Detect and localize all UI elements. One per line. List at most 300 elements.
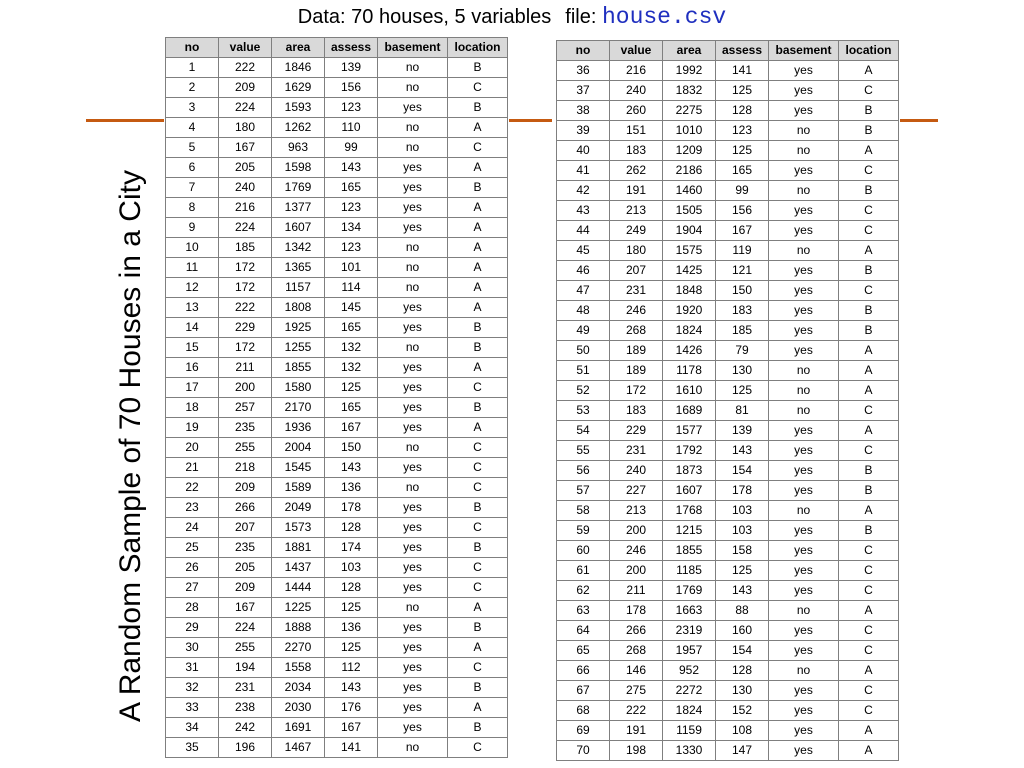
table-row [166,618,508,638]
table-row [166,598,508,618]
cell-basement: yes [769,461,839,481]
cell-location: C [839,201,899,221]
cell-location: A [839,381,899,401]
cell-location: A [448,638,508,658]
cell-area: 1426 [663,341,716,361]
table-row [166,358,508,378]
table-row [166,78,508,98]
cell-basement: yes [378,398,448,418]
table-row [166,318,508,338]
cell-location: C [839,561,899,581]
cell-basement: no [769,501,839,521]
cell-no: 30 [166,638,219,658]
cell-basement: yes [769,521,839,541]
cell-basement: yes [378,318,448,338]
cell-no: 46 [557,261,610,281]
cell-no: 25 [166,538,219,558]
cell-area: 1824 [663,701,716,721]
cell-assess: 143 [325,158,378,178]
cell-location: C [839,641,899,661]
cell-location: C [839,401,899,421]
cell-no: 37 [557,81,610,101]
cell-area: 1425 [663,261,716,281]
cell-area: 2004 [272,438,325,458]
cell-assess: 143 [716,441,769,461]
column-header-location: location [448,38,508,58]
cell-assess: 167 [325,718,378,738]
cell-no: 17 [166,378,219,398]
cell-assess: 178 [325,498,378,518]
cell-value: 209 [219,478,272,498]
cell-area: 1577 [663,421,716,441]
cell-area: 2272 [663,681,716,701]
cell-value: 227 [610,481,663,501]
cell-value: 222 [219,298,272,318]
cell-area: 1925 [272,318,325,338]
cell-location: B [448,718,508,738]
cell-location: B [839,181,899,201]
cell-value: 172 [219,338,272,358]
column-header-basement: basement [769,41,839,61]
cell-value: 183 [610,141,663,161]
cell-no: 57 [557,481,610,501]
cell-no: 42 [557,181,610,201]
cell-assess: 154 [716,461,769,481]
cell-basement: yes [378,698,448,718]
cell-assess: 167 [716,221,769,241]
cell-area: 2275 [663,101,716,121]
cell-area: 1215 [663,521,716,541]
cell-assess: 103 [325,558,378,578]
table-row [557,581,899,601]
cell-value: 240 [610,461,663,481]
table-row [557,501,899,521]
cell-location: C [448,558,508,578]
cell-no: 52 [557,381,610,401]
column-header-area: area [272,38,325,58]
cell-area: 2270 [272,638,325,658]
cell-location: C [448,658,508,678]
cell-basement: no [378,238,448,258]
cell-no: 3 [166,98,219,118]
side-title: A Random Sample of 70 Houses in a City [114,170,147,722]
table-row [166,238,508,258]
table-row [557,701,899,721]
cell-location: A [448,598,508,618]
cell-value: 266 [219,498,272,518]
cell-location: B [448,338,508,358]
cell-no: 18 [166,398,219,418]
cell-location: A [839,141,899,161]
cell-area: 2186 [663,161,716,181]
cell-value: 209 [219,578,272,598]
cell-location: B [839,521,899,541]
cell-value: 167 [219,138,272,158]
cell-basement: yes [769,441,839,461]
cell-area: 1957 [663,641,716,661]
cell-location: A [448,698,508,718]
cell-assess: 79 [716,341,769,361]
table-row [166,518,508,538]
cell-value: 211 [219,358,272,378]
cell-area: 1010 [663,121,716,141]
cell-location: A [448,218,508,238]
cell-no: 68 [557,701,610,721]
cell-basement: no [769,121,839,141]
cell-location: B [839,101,899,121]
cell-basement: yes [378,558,448,578]
table-row [557,561,899,581]
cell-basement: yes [769,481,839,501]
cell-no: 67 [557,681,610,701]
cell-value: 216 [610,61,663,81]
cell-area: 1881 [272,538,325,558]
table-row [557,401,899,421]
cell-area: 2030 [272,698,325,718]
table-row [166,658,508,678]
cell-assess: 128 [325,578,378,598]
table-row [166,178,508,198]
cell-no: 9 [166,218,219,238]
cell-assess: 156 [325,78,378,98]
cell-basement: yes [769,281,839,301]
cell-area: 1769 [663,581,716,601]
cell-area: 952 [663,661,716,681]
cell-basement: no [378,138,448,158]
table-row [166,558,508,578]
cell-assess: 81 [716,401,769,421]
cell-area: 1610 [663,381,716,401]
table-row [557,301,899,321]
cell-area: 1467 [272,738,325,758]
cell-value: 257 [219,398,272,418]
cell-assess: 165 [325,178,378,198]
table-header [557,41,899,61]
cell-value: 224 [219,218,272,238]
cell-basement: yes [378,418,448,438]
cell-no: 31 [166,658,219,678]
cell-value: 172 [219,258,272,278]
cell-location: C [839,621,899,641]
cell-no: 70 [557,741,610,761]
cell-area: 1873 [663,461,716,481]
cell-basement: yes [378,718,448,738]
cell-no: 19 [166,418,219,438]
cell-assess: 112 [325,658,378,678]
cell-value: 180 [610,241,663,261]
cell-value: 238 [219,698,272,718]
cell-assess: 123 [325,238,378,258]
cell-basement: yes [378,358,448,378]
table-row [557,241,899,261]
cell-area: 1159 [663,721,716,741]
cell-value: 218 [219,458,272,478]
cell-location: C [839,281,899,301]
cell-location: C [448,738,508,758]
cell-value: 268 [610,641,663,661]
cell-location: C [448,78,508,98]
cell-location: A [839,661,899,681]
cell-no: 33 [166,698,219,718]
column-header-location: location [839,41,899,61]
cell-basement: no [378,278,448,298]
cell-value: 262 [610,161,663,181]
table-row [557,281,899,301]
cell-value: 249 [610,221,663,241]
file-label: file: [565,6,597,28]
cell-assess: 132 [325,358,378,378]
cell-basement: yes [769,101,839,121]
cell-area: 1992 [663,61,716,81]
table-body [557,61,899,761]
cell-no: 35 [166,738,219,758]
cell-assess: 185 [716,321,769,341]
cell-basement: yes [769,321,839,341]
table-row [166,458,508,478]
cell-value: 200 [219,378,272,398]
cell-location: A [448,298,508,318]
cell-assess: 136 [325,478,378,498]
cell-assess: 143 [325,458,378,478]
cell-area: 1365 [272,258,325,278]
cell-no: 59 [557,521,610,541]
cell-no: 29 [166,618,219,638]
cell-no: 56 [557,461,610,481]
cell-area: 1689 [663,401,716,421]
column-header-assess: assess [325,38,378,58]
cell-assess: 121 [716,261,769,281]
column-header-value: value [610,41,663,61]
cell-basement: yes [769,161,839,181]
table-row [166,438,508,458]
cell-area: 1185 [663,561,716,581]
cell-assess: 125 [325,598,378,618]
cell-value: 246 [610,541,663,561]
table-row [166,258,508,278]
cell-no: 64 [557,621,610,641]
cell-value: 255 [219,438,272,458]
cell-location: A [839,501,899,521]
cell-value: 191 [610,721,663,741]
table-row [166,98,508,118]
cell-location: A [839,361,899,381]
cell-basement: yes [769,641,839,661]
cell-assess: 147 [716,741,769,761]
cell-no: 43 [557,201,610,221]
cell-assess: 99 [325,138,378,158]
cell-no: 58 [557,501,610,521]
cell-no: 21 [166,458,219,478]
cell-area: 1573 [272,518,325,538]
cell-no: 10 [166,238,219,258]
cell-value: 151 [610,121,663,141]
cell-basement: no [378,438,448,458]
cell-basement: yes [378,498,448,518]
cell-assess: 134 [325,218,378,238]
cell-area: 1342 [272,238,325,258]
cell-value: 189 [610,361,663,381]
cell-basement: yes [378,158,448,178]
cell-basement: yes [378,98,448,118]
cell-area: 2034 [272,678,325,698]
table-row [166,218,508,238]
cell-basement: yes [769,741,839,761]
cell-no: 20 [166,438,219,458]
cell-no: 38 [557,101,610,121]
cell-value: 224 [219,618,272,638]
cell-no: 65 [557,641,610,661]
cell-location: B [839,261,899,281]
cell-assess: 110 [325,118,378,138]
cell-basement: no [769,601,839,621]
table-row [166,58,508,78]
table-row [166,278,508,298]
table-row [557,361,899,381]
cell-value: 240 [219,178,272,198]
cell-location: C [839,681,899,701]
cell-no: 62 [557,581,610,601]
cell-value: 205 [219,558,272,578]
cell-assess: 150 [716,281,769,301]
cell-location: A [839,421,899,441]
cell-assess: 99 [716,181,769,201]
cell-area: 1691 [272,718,325,738]
table-row [557,81,899,101]
cell-no: 54 [557,421,610,441]
cell-assess: 139 [716,421,769,441]
cell-location: C [839,221,899,241]
cell-no: 13 [166,298,219,318]
cell-basement: yes [769,221,839,241]
cell-area: 2049 [272,498,325,518]
cell-no: 41 [557,161,610,181]
cell-value: 231 [610,441,663,461]
column-header-no: no [166,38,219,58]
cell-basement: yes [769,721,839,741]
cell-area: 1460 [663,181,716,201]
cell-area: 1330 [663,741,716,761]
table-row [166,378,508,398]
cell-location: C [448,138,508,158]
cell-location: B [839,321,899,341]
table-row [166,158,508,178]
cell-basement: yes [378,218,448,238]
cell-assess: 132 [325,338,378,358]
table-row [166,138,508,158]
slide-header [0,4,1024,30]
cell-location: C [839,541,899,561]
table-row [557,461,899,481]
table-row [166,398,508,418]
cell-value: 222 [219,58,272,78]
cell-area: 1792 [663,441,716,461]
data-table-left [165,37,508,758]
cell-assess: 183 [716,301,769,321]
cell-area: 1178 [663,361,716,381]
cell-location: C [448,518,508,538]
cell-value: 205 [219,158,272,178]
cell-assess: 125 [716,81,769,101]
cell-area: 1769 [272,178,325,198]
cell-location: B [448,178,508,198]
cell-area: 1607 [272,218,325,238]
table-row [166,698,508,718]
cell-basement: yes [378,538,448,558]
cell-no: 69 [557,721,610,741]
cell-assess: 154 [716,641,769,661]
cell-location: B [448,538,508,558]
table-row [557,141,899,161]
cell-basement: yes [378,638,448,658]
table-row [557,521,899,541]
table-row [557,261,899,281]
cell-value: 185 [219,238,272,258]
cell-no: 34 [166,718,219,738]
table-row [166,638,508,658]
data-table-right [556,40,899,761]
cell-location: A [839,241,899,261]
cell-location: A [839,741,899,761]
cell-area: 2319 [663,621,716,641]
cell-location: C [839,701,899,721]
cell-basement: no [378,58,448,78]
cell-value: 242 [219,718,272,738]
cell-area: 1545 [272,458,325,478]
cell-basement: no [378,78,448,98]
cell-basement: yes [378,378,448,398]
cell-assess: 165 [716,161,769,181]
cell-no: 61 [557,561,610,581]
column-header-no: no [557,41,610,61]
cell-no: 27 [166,578,219,598]
cell-value: 240 [610,81,663,101]
cell-value: 268 [610,321,663,341]
table-row [557,321,899,341]
table-row [557,341,899,361]
cell-basement: yes [378,658,448,678]
cell-value: 172 [219,278,272,298]
cell-assess: 176 [325,698,378,718]
cell-no: 32 [166,678,219,698]
cell-assess: 143 [716,581,769,601]
cell-area: 1598 [272,158,325,178]
cell-basement: yes [769,421,839,441]
cell-location: C [448,378,508,398]
cell-basement: yes [769,61,839,81]
cell-assess: 114 [325,278,378,298]
cell-assess: 143 [325,678,378,698]
cell-no: 6 [166,158,219,178]
table-row [166,678,508,698]
cell-assess: 130 [716,361,769,381]
cell-assess: 160 [716,621,769,641]
cell-assess: 125 [716,561,769,581]
cell-assess: 178 [716,481,769,501]
cell-value: 235 [219,538,272,558]
cell-assess: 167 [325,418,378,438]
cell-area: 1209 [663,141,716,161]
cell-assess: 123 [325,98,378,118]
cell-assess: 136 [325,618,378,638]
cell-assess: 165 [325,398,378,418]
cell-location: B [448,98,508,118]
cell-location: A [448,118,508,138]
cell-value: 235 [219,418,272,438]
cell-assess: 128 [716,661,769,681]
cell-no: 49 [557,321,610,341]
cell-location: C [448,458,508,478]
cell-area: 1904 [663,221,716,241]
